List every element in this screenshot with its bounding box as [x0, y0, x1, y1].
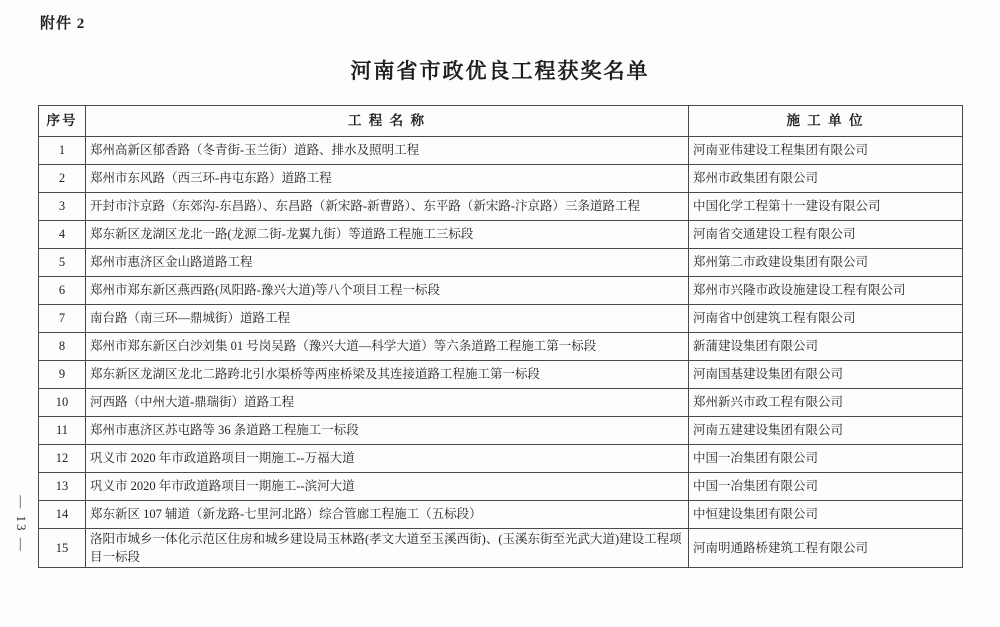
construction-unit-cell: 中国化学工程第十一建设有限公司: [689, 193, 963, 221]
project-name-cell: 河西路（中州大道-鼎瑞街）道路工程: [86, 389, 689, 417]
table-row: [39, 473, 963, 501]
serial-number-cell: 9: [39, 361, 86, 389]
table-row: [39, 305, 963, 333]
construction-unit-cell: 新蒲建设集团有限公司: [689, 333, 963, 361]
construction-unit-cell: 郑州市政集团有限公司: [689, 165, 963, 193]
project-name-cell: 郑州市惠济区金山路道路工程: [86, 249, 689, 277]
project-name-cell: 郑州市东风路（西三环-冉屯东路）道路工程: [86, 165, 689, 193]
project-name-cell: 郑东新区 107 辅道（新龙路-七里河北路）综合管廊工程施工（五标段）: [86, 501, 689, 529]
project-name-cell: 洛阳市城乡一体化示范区住房和城乡建设局玉林路(孝文大道至玉溪西街)、(玉溪东街至光武大道)建设工程项目一标段: [86, 529, 689, 568]
serial-number-cell: 7: [39, 305, 86, 333]
table-row: [39, 389, 963, 417]
construction-unit-cell: 郑州市兴隆市政设施建设工程有限公司: [689, 277, 963, 305]
project-name-cell: 郑州市惠济区苏屯路等 36 条道路工程施工一标段: [86, 417, 689, 445]
project-name-cell: 郑州市郑东新区燕西路(凤阳路-豫兴大道)等八个项目工程一标段: [86, 277, 689, 305]
project-name-cell: 巩义市 2020 年市政道路项目一期施工--滨河大道: [86, 473, 689, 501]
serial-number-cell: 12: [39, 445, 86, 473]
table-row: [39, 417, 963, 445]
header-construction-unit: 施 工 单 位: [689, 106, 963, 137]
header-serial-number: 序号: [39, 106, 86, 137]
construction-unit-cell: 河南明通路桥建筑工程有限公司: [689, 529, 963, 568]
construction-unit-cell: 河南国基建设集团有限公司: [689, 361, 963, 389]
attachment-label: 附件 2: [40, 16, 86, 32]
construction-unit-cell: 河南省中创建筑工程有限公司: [689, 305, 963, 333]
table-row: [39, 529, 963, 568]
project-name-cell: 郑州高新区郁香路（冬青街-玉兰街）道路、排水及照明工程: [86, 137, 689, 165]
serial-number-cell: 11: [39, 417, 86, 445]
page-title: 河南省市政优良工程获奖名单: [350, 59, 650, 83]
construction-unit-cell: 郑州新兴市政工程有限公司: [689, 389, 963, 417]
serial-number-cell: 13: [39, 473, 86, 501]
project-name-cell: 郑东新区龙湖区龙北一路(龙源二街-龙翼九街）等道路工程施工三标段: [86, 221, 689, 249]
page-number: — 13 —: [14, 495, 29, 553]
table-row: [39, 277, 963, 305]
table-row: [39, 445, 963, 473]
table-row: [39, 193, 963, 221]
table-row: [39, 221, 963, 249]
construction-unit-cell: 河南省交通建设工程有限公司: [689, 221, 963, 249]
serial-number-cell: 1: [39, 137, 86, 165]
table-row: [39, 249, 963, 277]
awards-table: [38, 105, 963, 568]
table-row: [39, 361, 963, 389]
serial-number-cell: 6: [39, 277, 86, 305]
serial-number-cell: 3: [39, 193, 86, 221]
construction-unit-cell: 中国一冶集团有限公司: [689, 445, 963, 473]
construction-unit-cell: 河南五建建设集团有限公司: [689, 417, 963, 445]
table-header-row: [39, 106, 963, 137]
serial-number-cell: 14: [39, 501, 86, 529]
table-row: [39, 165, 963, 193]
table-row: [39, 501, 963, 529]
construction-unit-cell: 郑州第二市政建设集团有限公司: [689, 249, 963, 277]
serial-number-cell: 4: [39, 221, 86, 249]
serial-number-cell: 5: [39, 249, 86, 277]
table-row: [39, 137, 963, 165]
project-name-cell: 郑东新区龙湖区龙北二路跨北引水渠桥等两座桥梁及其连接道路工程施工第一标段: [86, 361, 689, 389]
project-name-cell: 巩义市 2020 年市政道路项目一期施工--万福大道: [86, 445, 689, 473]
project-name-cell: 郑州市郑东新区白沙刘集 01 号岗吴路（豫兴大道—科学大道）等六条道路工程施工第一标段: [86, 333, 689, 361]
serial-number-cell: 2: [39, 165, 86, 193]
construction-unit-cell: 河南亚伟建设工程集团有限公司: [689, 137, 963, 165]
serial-number-cell: 8: [39, 333, 86, 361]
project-name-cell: 开封市汴京路（东郊沟-东昌路）、东昌路（新宋路-新曹路）、东平路（新宋路-汴京路）三条道路工程: [86, 193, 689, 221]
construction-unit-cell: 中国一冶集团有限公司: [689, 473, 963, 501]
construction-unit-cell: 中恒建设集团有限公司: [689, 501, 963, 529]
serial-number-cell: 10: [39, 389, 86, 417]
header-project-name: 工 程 名 称: [86, 106, 689, 137]
project-name-cell: 南台路（南三环—鼎城街）道路工程: [86, 305, 689, 333]
serial-number-cell: 15: [39, 529, 86, 568]
table-row: [39, 333, 963, 361]
